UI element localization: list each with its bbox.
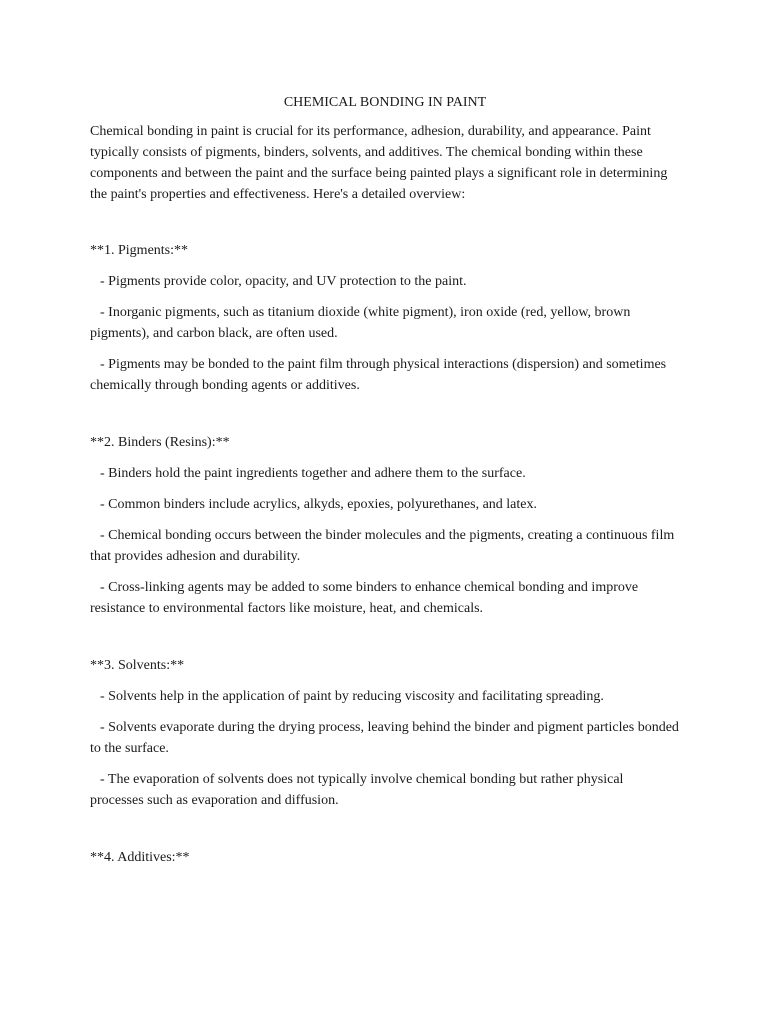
section-solvents [90,655,680,811]
bullet-item: - Solvents evaporate during the drying process, leaving behind the binder and pigment particles bonded to the surface. [90,720,679,756]
bullet-item: - Common binders include acrylics, alkyds, epoxies, polyurethanes, and latex. [100,497,538,512]
document-page [90,92,680,868]
bullet-item: - Inorganic pigments, such as titanium dioxide (white pigment), iron oxide (red, yellow, brown pigments), and carbon black, are often used. [90,305,631,341]
section-pigments [90,240,680,396]
bullet-item: - Chemical bonding occurs between the binder molecules and the pigments, creating a continuous film that provides adhesion and durability. [90,528,675,564]
section-heading: **2. Binders (Resins):** [90,435,230,450]
bullet-item: - Pigments may be bonded to the paint film through physical interactions (dispersion) and sometimes chemically through bonding agents or additives. [90,357,667,393]
intro-paragraph: Chemical bonding in paint is crucial for its performance, adhesion, durability, and appearance. Paint typically consists of pigments, binders, solvents, and additives. The chemical bonding within these components and between the paint and the surface being painted plays a significant role in determining the paint's properties and effectiveness. Here's a detailed overview: [90,124,668,202]
bullet-item: - The evaporation of solvents does not typically involve chemical bonding but rather physical processes such as evaporation and diffusion. [90,772,624,808]
section-additives [90,847,680,868]
bullet-item: - Cross-linking agents may be added to some binders to enhance chemical bonding and improve resistance to environmental factors like moisture, heat, and chemicals. [90,580,639,616]
bullet-item: - Solvents help in the application of paint by reducing viscosity and facilitating spreading. [100,689,604,704]
section-heading: **3. Solvents:** [90,658,185,673]
document-title: CHEMICAL BONDING IN PAINT [283,95,487,110]
section-heading: **4. Additives:** [90,850,190,865]
bullet-item: - Binders hold the paint ingredients together and adhere them to the surface. [100,466,526,481]
section-binders [90,432,680,619]
bullet-item: - Pigments provide color, opacity, and UV protection to the paint. [100,274,467,289]
section-heading: **1. Pigments:** [90,243,189,258]
